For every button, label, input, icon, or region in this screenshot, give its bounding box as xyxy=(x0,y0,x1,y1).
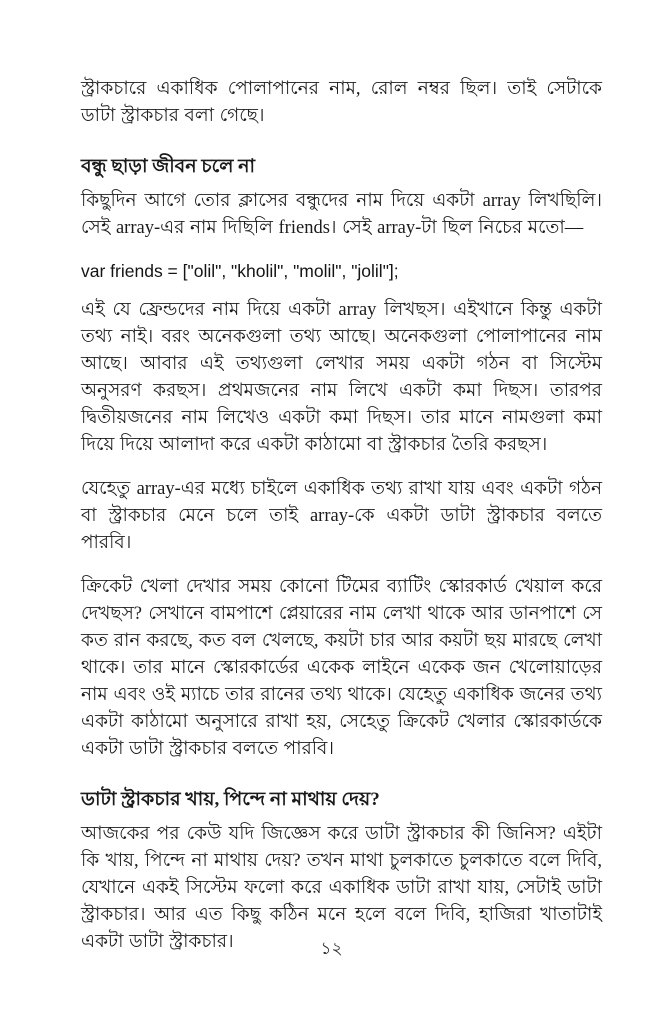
body-paragraph: আজকের পর কেউ যদি জিজ্ঞেস করে ডাটা স্ট্রাকচার কী জিনিস? এইটা কি খায়, পিন্দে না মাথায় দেয়? তখন মাথা চুলকাতে চুলকাতে বলে দিবি, যেখানে একই সিস্টেম ফলো করে একাধিক ডাটা রাখা যায়, সেটাই ডাটা স্ট্রাকচার। আর এত কিছু কঠিন মনে হলে বলে দিবি, হাজিরা খাতাটাই একটা ডাটা স্ট্রাকচার। xyxy=(81,824,602,952)
body-paragraph: যেহেতু array-এর মধ্যে চাইলে একাধিক তথ্য রাখা যায় এবং একটা গঠন বা স্ট্রাকচার মেনে চলে তাই array-কে একটা ডাটা স্ট্রাকচার বলতে পারবি। xyxy=(81,479,602,553)
section-heading: ডাটা স্ট্রাকচার খায়, পিন্দে না মাথায় দেয়? xyxy=(81,789,380,810)
body-paragraph: এই যে ফ্রেন্ডদের নাম দিয়ে একটা array লিখছস। এইখানে কিন্তু একটা তথ্য নাই। বরং অনেকগুলা তথ্য আছে। অনেকগুলা পোলাপানের নাম আছে। আবার এই তথ্যগুলা লেখার সময় একটা গঠন বা সিস্টেম অনুসরণ করছস। প্রথমজনের নাম লিখে একটা কমা দিছস। তারপর দ্বিতীয়জনের নাম লিখেও একটা কমা দিছস। তার মানে নামগুলা কমা দিয়ে দিয়ে আলাদা করে একটা কাঠামো বা স্ট্রাকচার তৈরি করছস। xyxy=(81,300,602,455)
code-line: var friends = ["olil", "kholil", "molil", "jolil"]; xyxy=(81,261,399,281)
page-number: ১২ xyxy=(320,939,343,958)
body-paragraph: কিছুদিন আগে তোর ক্লাসের বন্ধুদের নাম দিয়ে একটা array লিখছিলি। সেই array-এর নাম দিছিলি friends। সেই array-টা ছিল নিচের মতো— xyxy=(81,191,602,238)
section-heading: বন্ধু ছাড়া জীবন চলে না xyxy=(81,156,255,177)
page-content xyxy=(81,76,602,973)
body-paragraph: ক্রিকেট খেলা দেখার সময় কোনো টিমের ব্যাটিং স্কোরকার্ড খেয়াল করে দেখছস? সেখানে বামপাশে প্লেয়ারের নাম লেখা থাকে আর ডানপাশে সে কত রান করছে, কত বল খেলছে, কয়টা চার আর কয়টা ছয় মারছে লেখা থাকে। তার মানে স্কোরকার্ডের একেক লাইনে একেক জন খেলোয়াড়ের নাম এবং ওই ম্যাচে তার রানের তথ্য থাকে। যেহেতু একাধিক জনের তথ্য একটা কাঠামো অনুসারে রাখা হয়, সেহেতু ক্রিকেট খেলার স্কোরকার্ডকে একটা ডাটা স্ট্রাকচার বলতে পারবি। xyxy=(81,577,602,759)
body-paragraph: স্ট্রাকচারে একাধিক পোলাপানের নাম, রোল নম্বর ছিল। তাই সেটাকে ডাটা স্ট্রাকচার বলা গেছে। xyxy=(81,79,602,126)
